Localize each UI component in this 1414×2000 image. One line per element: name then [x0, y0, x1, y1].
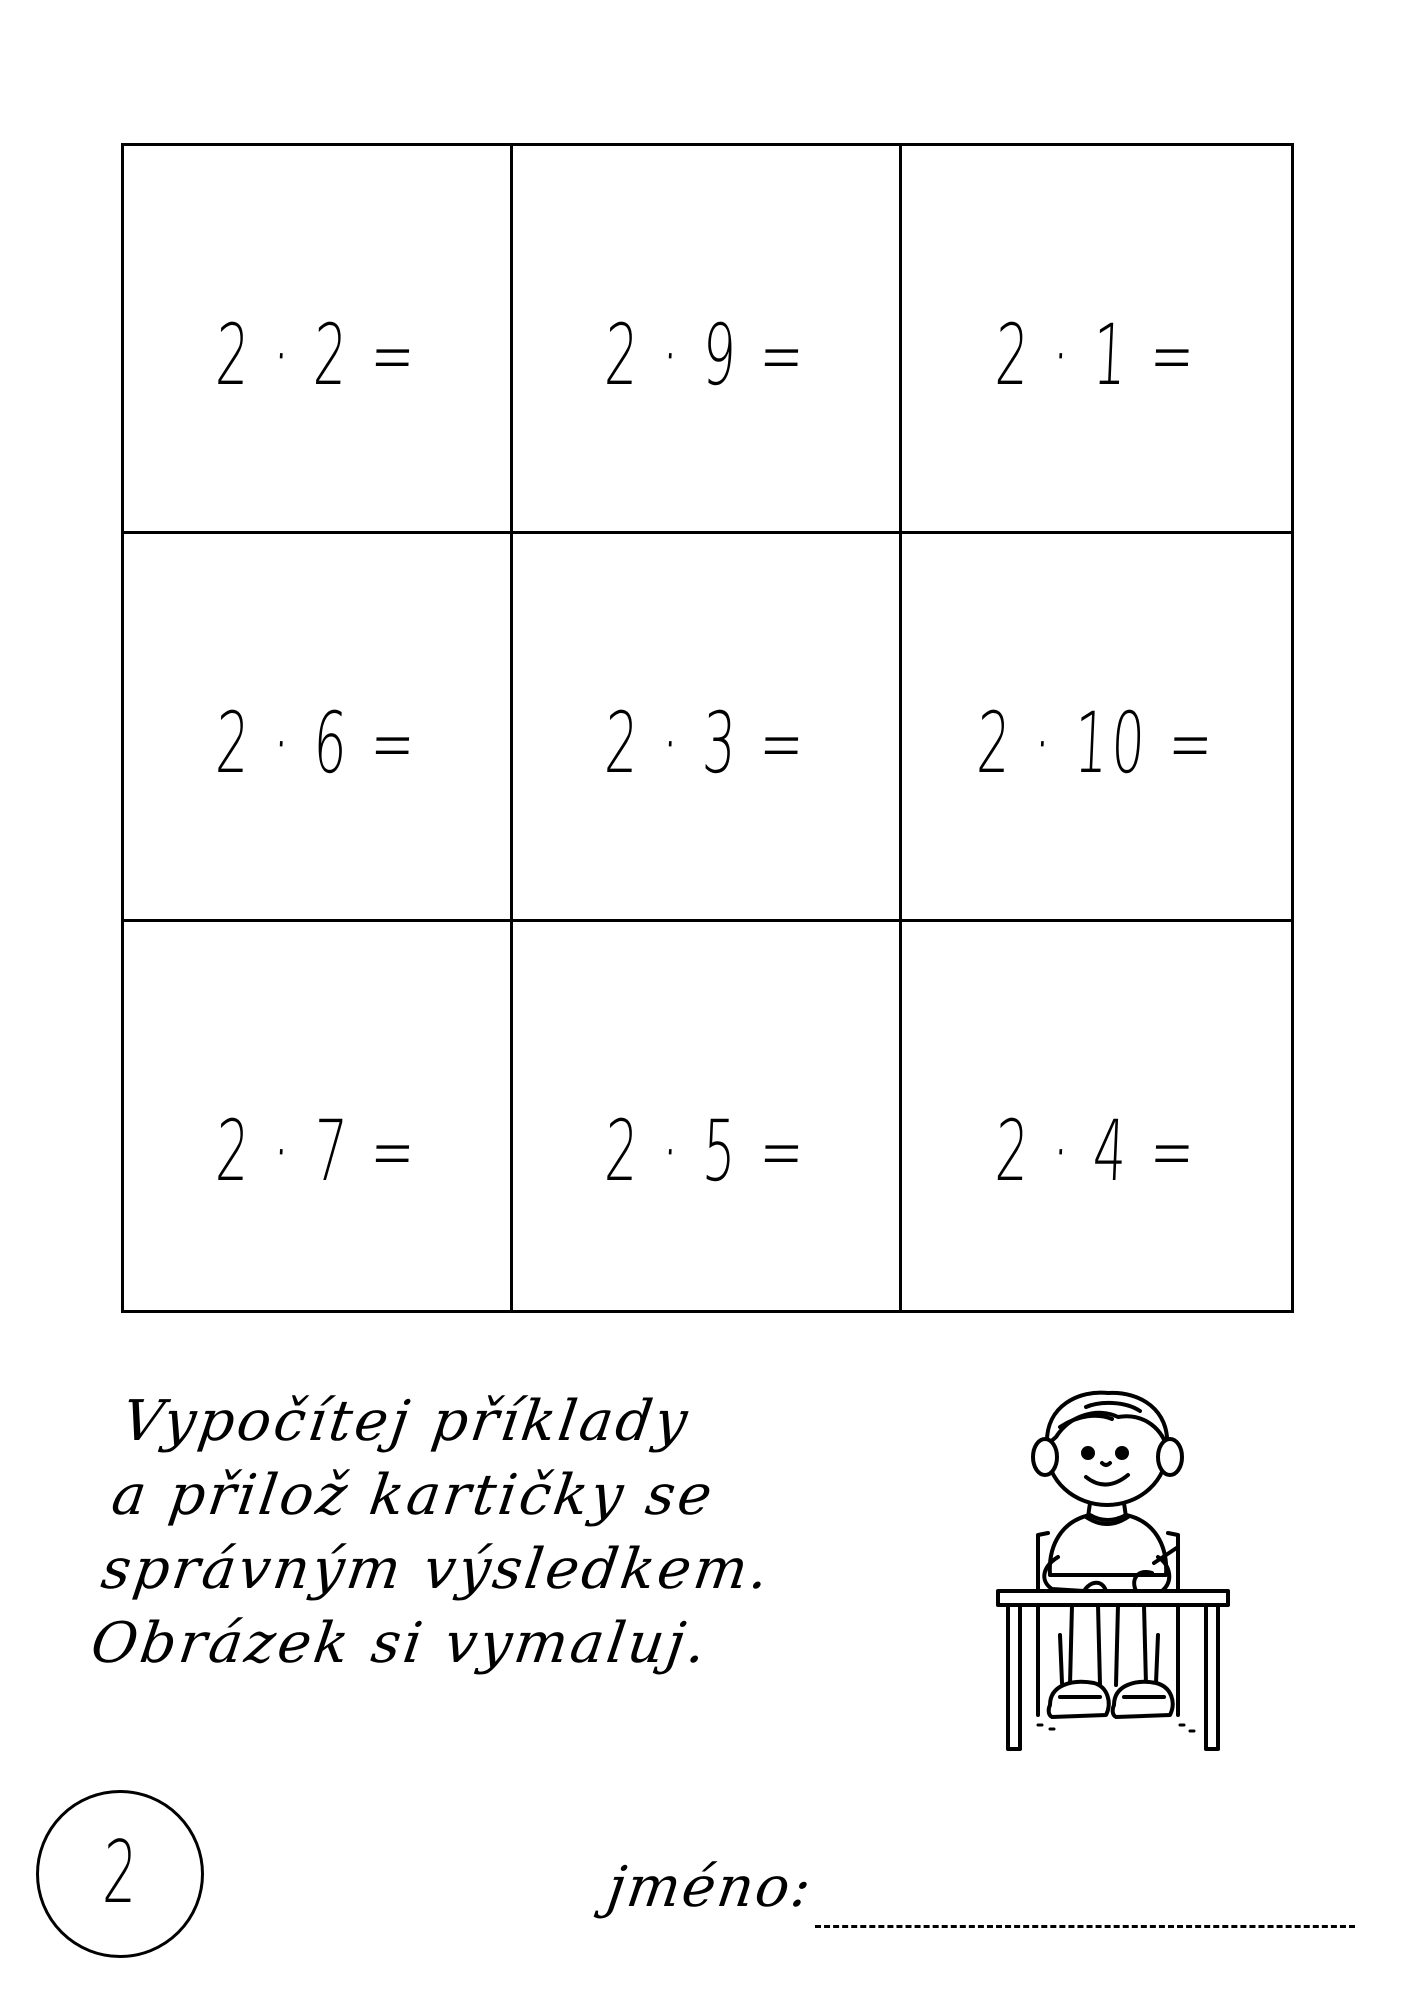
name-label: jméno: — [603, 1855, 817, 1920]
exercise-expression: 2 · 4 = — [993, 1102, 1200, 1200]
exercise-card[interactable] — [902, 534, 1291, 922]
instructions-text — [86, 1385, 868, 1681]
exercise-card[interactable] — [513, 534, 902, 922]
exercise-expression: 2 · 1 = — [993, 306, 1200, 404]
instructions-line: Obrázek si vymaluj. — [87, 1611, 713, 1676]
exercise-expression: 2 · 6 = — [213, 694, 421, 792]
exercise-card[interactable] — [124, 534, 513, 922]
instructions-line: správným výsledkem. — [97, 1537, 776, 1602]
exercise-expression: 2 · 10 = — [974, 694, 1219, 792]
exercise-card[interactable] — [902, 146, 1291, 534]
instructions-line: Vypočítej příklady — [118, 1389, 695, 1454]
page-number-badge — [36, 1790, 204, 1958]
exercise-card[interactable] — [902, 922, 1291, 1310]
name-field[interactable] — [815, 1925, 1355, 1928]
exercise-expression: 2 · 9 = — [602, 306, 810, 404]
page-number: 2 — [100, 1823, 140, 1923]
exercise-card[interactable] — [513, 146, 902, 534]
exercise-card[interactable] — [124, 146, 513, 534]
exercise-expression: 2 · 5 = — [602, 1102, 810, 1200]
exercise-grid — [121, 143, 1294, 1313]
instructions-line: a přilož kartičky se — [107, 1463, 719, 1528]
child-at-desk-illustration — [990, 1385, 1240, 1755]
exercise-card[interactable] — [513, 922, 902, 1310]
exercise-expression: 2 · 2 = — [213, 306, 421, 404]
exercise-expression: 2 · 3 = — [602, 694, 810, 792]
exercise-expression: 2 · 7 = — [213, 1102, 421, 1200]
exercise-card[interactable] — [124, 922, 513, 1310]
